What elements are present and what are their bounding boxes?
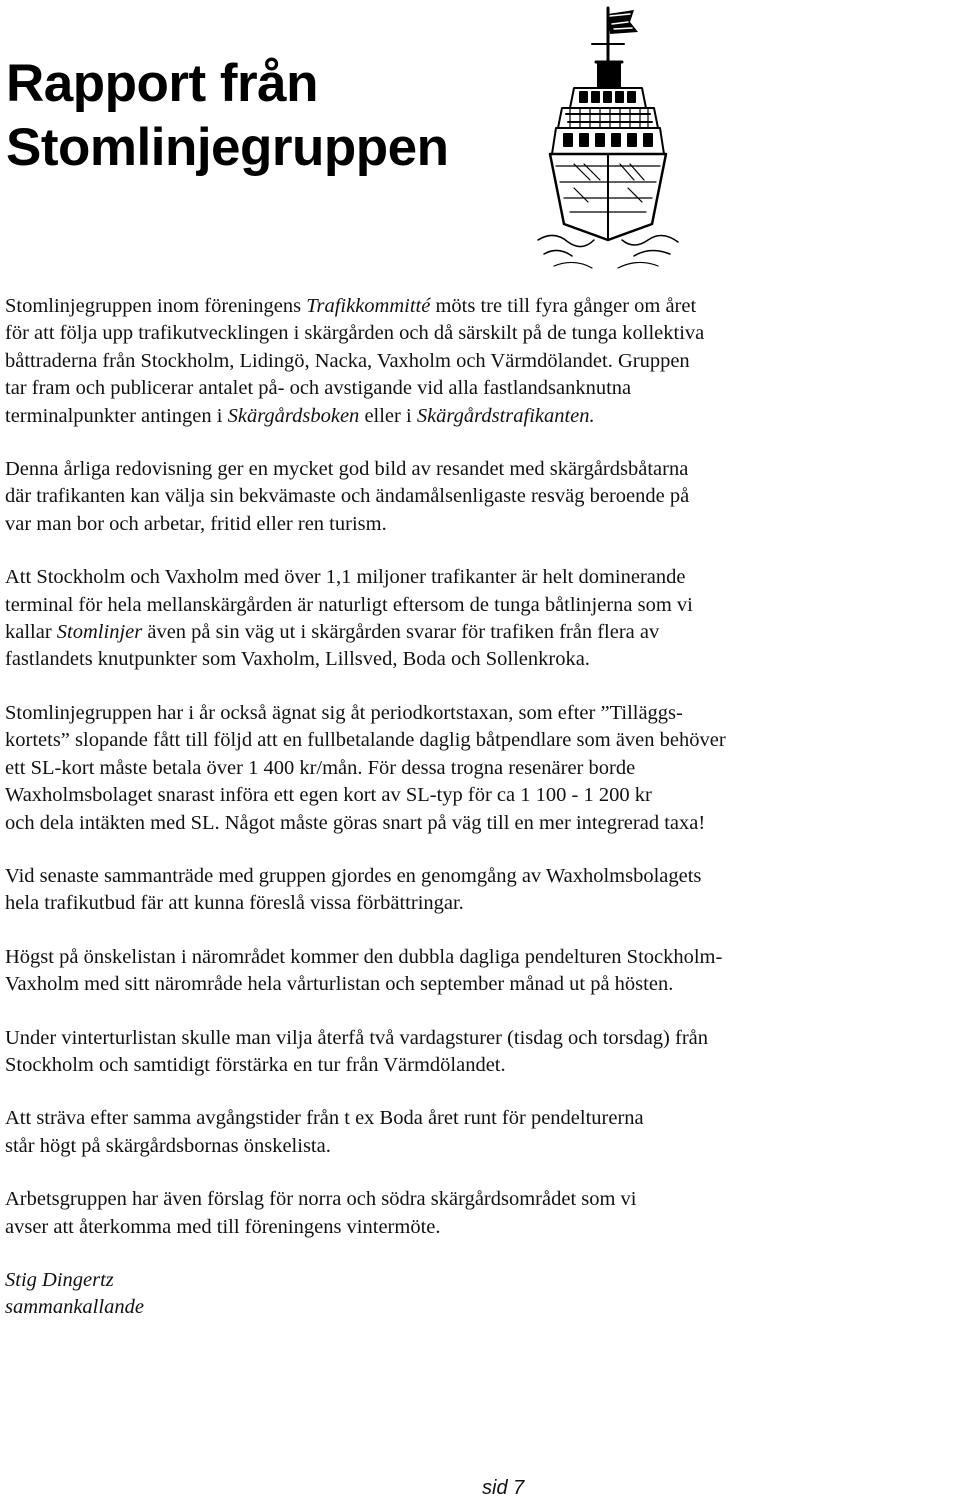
text-line: ett SL-kort måste betala över 1 400 kr/mån. För dessa trogna resenärer borde [5, 756, 636, 779]
steamship-illustration-icon [534, 4, 682, 274]
emphasis-skargardstrafikanten: Skärgårdstrafikanten. [416, 404, 595, 427]
text-line: Stomlinjegruppen har i år också ägnat sig åt periodkortstaxan, som efter ”Tilläggs- [5, 701, 683, 724]
text-line: Denna årliga redovisning ger en mycket god bild av resandet med skärgårdsbåtarna [5, 458, 689, 481]
text: eller i [359, 404, 417, 427]
paragraph-vinterturlista [5, 1025, 957, 1080]
paragraph-avgangstider [5, 1105, 957, 1160]
signature [5, 1267, 957, 1322]
text-line: Vid senaste sammanträde med gruppen gjordes en genomgång av Waxholmsbolagets [5, 864, 702, 887]
title-line-1: Rapport från [6, 54, 318, 113]
paragraph-stockholm-vaxholm [5, 564, 957, 674]
text-line: Att Stockholm och Vaxholm med över 1,1 miljoner trafikanter är helt dominerande [5, 566, 686, 589]
text-line: avser att återkomma med till föreningens vintermöte. [5, 1215, 441, 1238]
text-line: båttraderna från Stockholm, Lidingö, Nacka, Vaxholm och Värmdölandet. Gruppen [5, 349, 690, 372]
text-line: Vaxholm med sitt närområde hela vårturlistan och september månad ut på hösten. [5, 973, 674, 996]
text-line: Under vinterturlistan skulle man vilja återfå två vardagsturer (tisdag och torsdag) från [5, 1026, 709, 1049]
text: terminalpunkter antingen i [5, 404, 228, 427]
article-body [5, 293, 957, 1348]
text: Stomlinjegruppen inom föreningens [5, 295, 307, 317]
paragraph-intro [5, 293, 957, 430]
page-number: sid 7 [482, 1477, 525, 1499]
signature-name: Stig Dingertz [5, 1268, 114, 1291]
paragraph-onskelista [5, 944, 957, 999]
text-line: Att sträva efter samma avgångstider från t ex Boda året runt för pendelturerna [5, 1107, 644, 1130]
text-line: för att följa upp trafikutvecklingen i skärgården och då särskilt på de tunga kollektiva [5, 322, 705, 345]
text-line: Arbetsgruppen har även förslag för norra och södra skärgårdsområdet som vi [5, 1188, 637, 1211]
text-line: och dela intäkten med SL. Något måste göras snart på väg till en mer integrerad taxa! [5, 811, 706, 834]
title-line-2: Stomlinjegruppen [6, 118, 449, 177]
text-line: fastlandets knutpunkter som Vaxholm, Lillsved, Boda och Sollenkroka. [5, 648, 590, 671]
emphasis-stomlinjer: Stomlinjer [56, 621, 143, 644]
text-line: Waxholmsbolaget snarast införa ett egen kort av SL-typ för ca 1 100 - 1 200 kr [5, 784, 652, 807]
emphasis-skargardsboken: Skärgårdsboken [227, 404, 360, 427]
text: möts tre till fyra gånger om året [430, 295, 697, 317]
text-line: var man bor och arbetar, fritid eller ren turism. [5, 512, 387, 535]
page-title [6, 52, 449, 180]
text: kallar [5, 621, 57, 644]
text-line: terminal för hela mellanskärgården är naturligt eftersom de tunga båtlinjerna som vi [5, 593, 693, 616]
paragraph-arbetsgruppen [5, 1186, 957, 1241]
paragraph-sammantrade [5, 863, 957, 918]
text-line: hela trafikutbud fär att kunna föreslå vissa förbättringar. [5, 892, 464, 915]
paragraph-redovisning [5, 456, 957, 538]
signature-role: sammankallande [5, 1296, 144, 1319]
text-line: där trafikanten kan välja sin bekvämaste och ändamålsenligaste resväg beroende på [5, 485, 690, 508]
text-line: tar fram och publicerar antalet på- och avstigande vid alla fastlandsanknutna [5, 377, 632, 400]
emphasis-trafikkommitte: Trafikkommitté [306, 295, 431, 317]
paragraph-periodkort [5, 700, 957, 837]
text: även på sin väg ut i skärgården svarar för trafiken från flera av [142, 621, 660, 644]
text-line: står högt på skärgårdsbornas önskelista. [5, 1134, 331, 1157]
text-line: Högst på önskelistan i närområdet kommer den dubbla dagliga pendelturen Stockholm- [5, 945, 723, 968]
text-line: kortets” slopande fått till följd att en fullbetalande daglig båtpendlare som även behöver [5, 729, 726, 752]
text-line: Stockholm och samtidigt förstärka en tur från Värmdölandet. [5, 1053, 506, 1076]
